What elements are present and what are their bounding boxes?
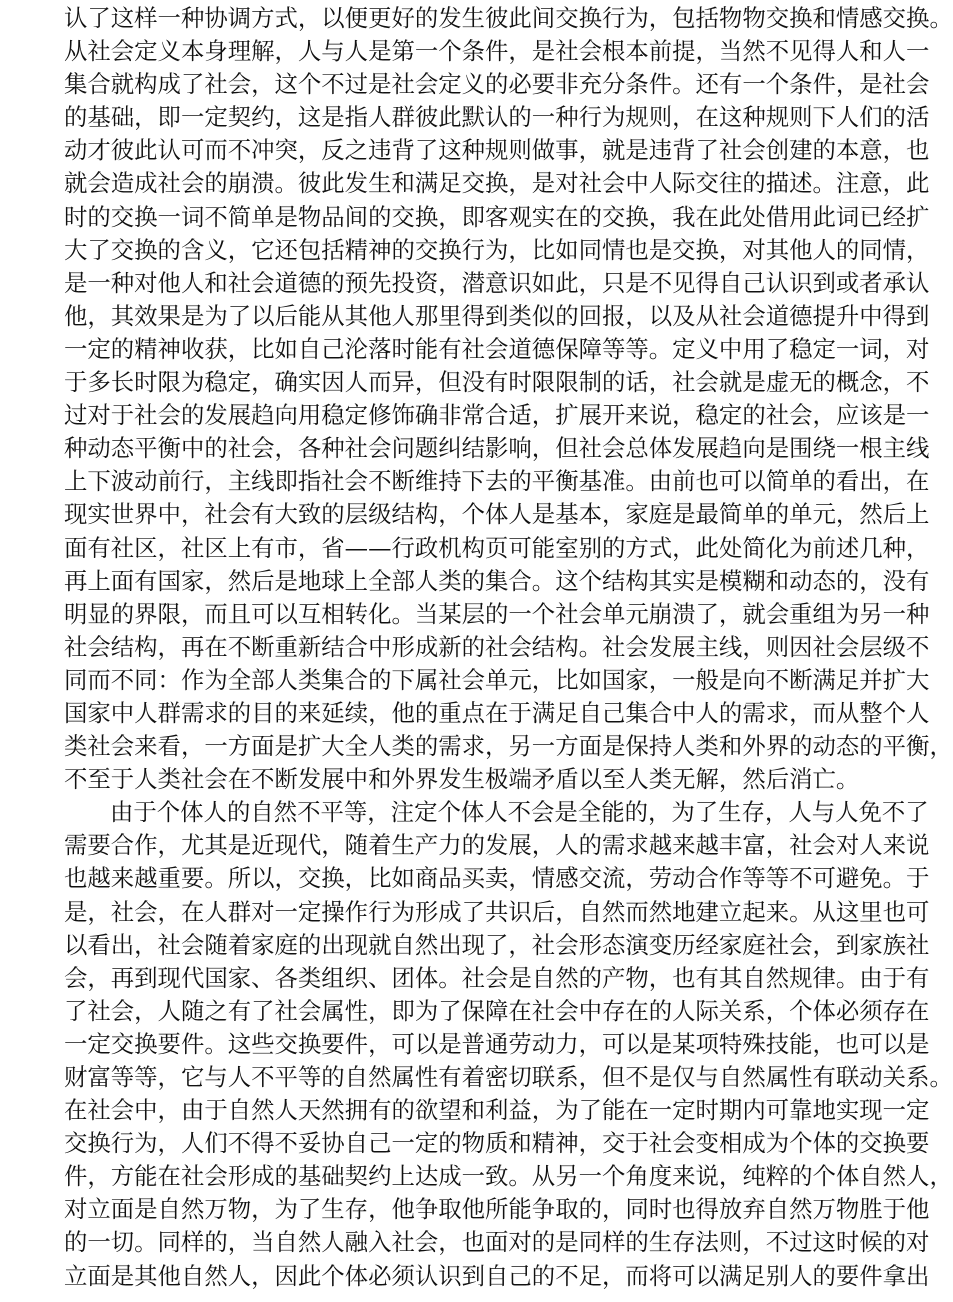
text-line: 会，再到现代国家、各类组织、团体。社会是自然的产物，也有其自然规律。由于有 (64, 963, 930, 992)
text-line: 对立面是自然万物，为了生存，他争取他所能争取的，同时也得放弃自然万物胜于他 (64, 1195, 930, 1224)
text-line: 财富等等，它与人不平等的自然属性有着密切联系，但不是仅与自然属性有联动关系。 (64, 1063, 953, 1091)
text-line: 现实世界中，社会有大致的层级结构，个体人是基本，家庭是最简单的单元，然后上 (64, 500, 930, 529)
text-line: 立面是其他自然人，因此个体必须认识到自己的不足，而将可以满足别人的要件拿出 (64, 1261, 930, 1290)
text-line: 是一种对他人和社会道德的预先投资，潜意识如此，只是不见得自己认识到或者承认 (64, 268, 930, 297)
text-line: 种动态平衡中的社会，各种社会问题纠结影响，但社会总体发展趋向是围绕一根主线 (64, 434, 930, 463)
paragraph (64, 796, 953, 1292)
text-line: 的基础，即一定契约，这是指人群彼此默认的一种行为规则，在这种规则下人们的活 (64, 103, 930, 132)
text-line: 集合就构成了社会，这个不过是社会定义的必要非充分条件。还有一个条件，是社会 (64, 70, 930, 99)
text-line: 再上面有国家，然后是地球上全部人类的集合。这个结构其实是模糊和动态的，没有 (64, 566, 930, 595)
text-line: 国家中人群需求的目的来延续，他的重点在于满足自己集合中人的需求，而从整个人 (64, 698, 930, 727)
text-line: 动才彼此认可而不冲突，反之违背了这种规则做事，就是违背了社会创建的本意，也 (64, 136, 930, 165)
text-line: 社会结构，再在不断重新结合中形成新的社会结构。社会发展主线，则因社会层级不 (64, 632, 930, 661)
text-line: 在社会中，由于自然人天然拥有的欲望和利益，为了能在一定时期内可靠地实现一定 (64, 1096, 930, 1125)
text-line: 交换行为，人们不得不妥协自己一定的物质和精神，交于社会变相成为个体的交换要 (64, 1129, 930, 1158)
text-line: 一定交换要件。这些交换要件，可以是普通劳动力，可以是某项特殊技能，也可以是 (64, 1029, 930, 1058)
text-line: 过对于社会的发展趋向用稳定修饰确非常合适，扩展开来说，稳定的社会，应该是一 (64, 401, 930, 430)
text-line: 他，其效果是为了以后能从其他人那里得到类似的回报，以及从社会道德提升中得到 (64, 301, 930, 330)
text-line: 也越来越重要。所以，交换，比如商品买卖，情感交流，劳动合作等等不可避免。于 (64, 864, 930, 893)
text-line: 面有社区，社区上有市，省——行政机构页可能室别的方式，此处简化为前述几种， (64, 533, 930, 562)
text-line: 需要合作，尤其是近现代，随着生产力的发展，人的需求越来越丰富，社会对人来说 (64, 831, 930, 860)
text-line: 的一切。同样的，当自然人融入社会，也面对的是同样的生存法则，不过这时候的对 (64, 1228, 930, 1257)
text-line: 明显的界限，而且可以互相转化。当某层的一个社会单元崩溃了，就会重组为另一种 (64, 599, 930, 628)
text-line: 是，社会，在人群对一定操作行为形成了共识后，自然而然地建立起来。从这里也可 (64, 897, 930, 926)
text-line: 一定的精神收获，比如自己沦落时能有社会道德保障等等。定义中用了稳定一词，对 (64, 334, 930, 363)
document-body (64, 2, 953, 1293)
text-line: 从社会定义本身理解，人与人是第一个条件，是社会根本前提，当然不见得人和人一 (64, 37, 930, 66)
text-line: 上下波动前行，主线即指社会不断维持下去的平衡基准。由前也可以简单的看出，在 (64, 467, 930, 496)
text-line: 于多长时限为稳定，确实因人而异，但没有时限限制的话，社会就是虚无的概念，不 (64, 368, 930, 397)
text-line: 时的交换一词不简单是物品间的交换，即客观实在的交换，我在此处借用此词已经扩 (64, 202, 930, 231)
text-line: 件，方能在社会形成的基础契约上达成一致。从另一个角度来说，纯粹的个体自然人， (64, 1162, 953, 1191)
text-line: 类社会来看，一方面是扩大全人类的需求，另一方面是保持人类和外界的动态的平衡， (64, 732, 953, 761)
text-line: 大了交换的含义，它还包括精神的交换行为，比如同情也是交换，对其他人的同情， (64, 235, 930, 264)
text-line: 以看出，社会随着家庭的出现就自然出现了，社会形态演变历经家庭社会，到家族社 (64, 930, 930, 959)
text-line: 了社会，人随之有了社会属性，即为了保障在社会中存在的人际关系，个体必须存在 (64, 996, 930, 1025)
text-line: 就会造成社会的崩溃。彼此发生和满足交换，是对社会中人际交往的描述。注意，此 (64, 169, 930, 198)
text-line: 同而不同：作为全部人类集合的下属社会单元，比如国家，一般是向不断满足并扩大 (64, 665, 930, 694)
text-line: 由于个体人的自然不平等，注定个体人不会是全能的，为了生存，人与人免不了 (110, 798, 929, 827)
paragraph (64, 2, 953, 796)
text-line: 不至于人类社会在不断发展中和外界发生极端矛盾以至人类无解，然后消亡。 (64, 765, 860, 794)
text-line: 认了这样一种协调方式，以便更好的发生彼此间交换行为，包括物物交换和情感交换。 (64, 4, 953, 32)
